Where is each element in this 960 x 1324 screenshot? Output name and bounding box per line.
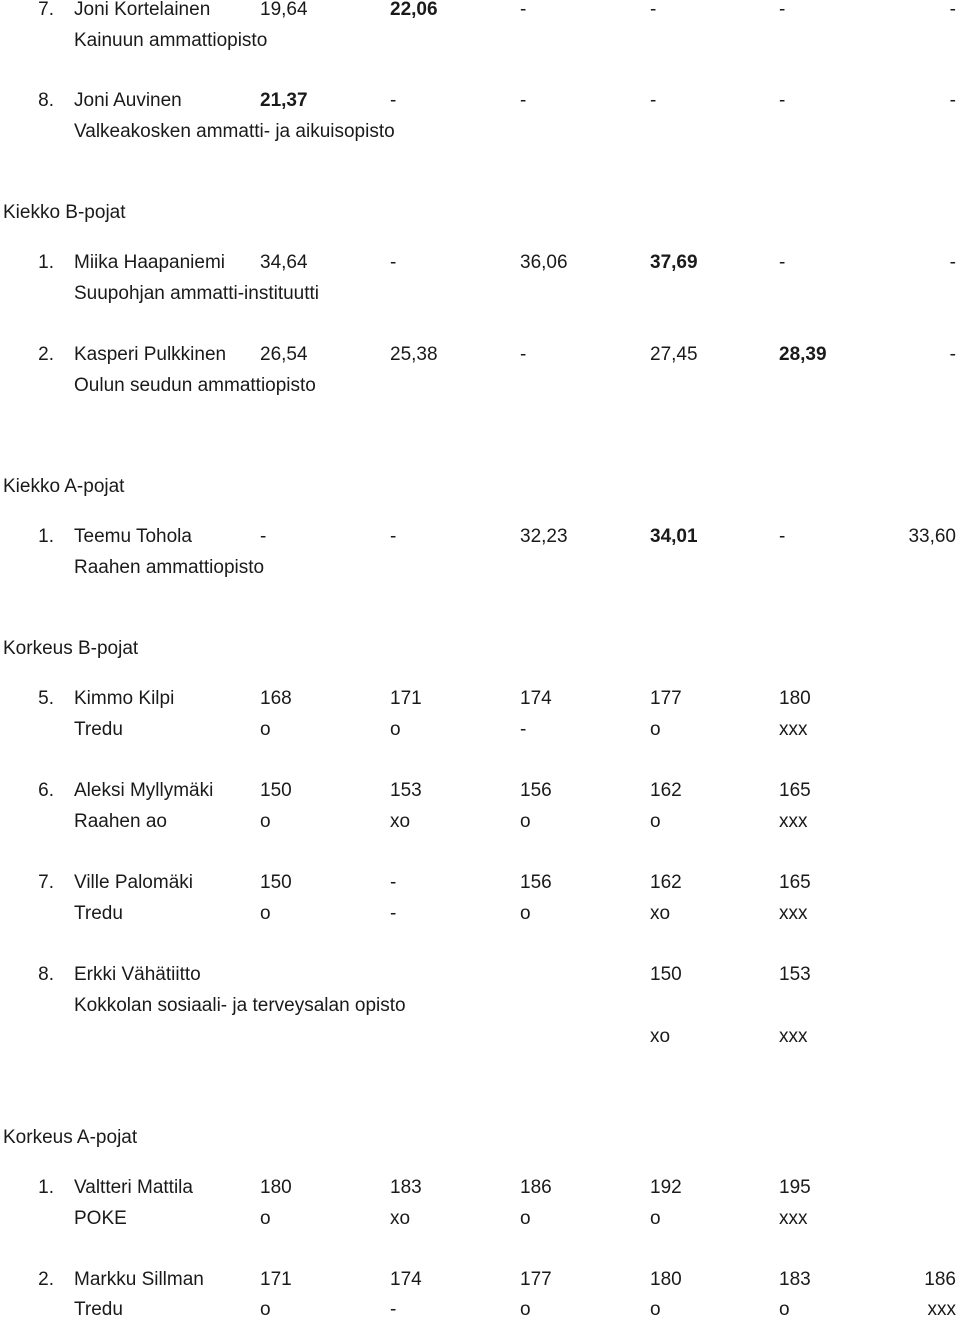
attempt-3: - bbox=[520, 90, 527, 111]
attempt-mark: o bbox=[650, 1208, 661, 1229]
height: 174 bbox=[520, 688, 552, 709]
section-heading bbox=[0, 473, 960, 501]
attempt-mark: xo bbox=[650, 1026, 671, 1047]
rank: 2. bbox=[38, 1269, 54, 1290]
section-title: Korkeus B-pojat bbox=[3, 638, 139, 659]
section-heading bbox=[0, 1124, 960, 1152]
athlete-name: Miika Haapaniemi bbox=[74, 252, 226, 273]
attempt-2: - bbox=[390, 252, 397, 273]
result-row bbox=[0, 249, 960, 277]
school-name: Raahen ammattiopisto bbox=[74, 557, 265, 578]
school-row bbox=[0, 280, 960, 308]
attempt-5-best: 28,39 bbox=[779, 344, 827, 365]
athlete-name: Valtteri Mattila bbox=[74, 1177, 193, 1198]
attempt-mark: o bbox=[260, 1299, 271, 1320]
attempt-6: 33,60 bbox=[908, 526, 956, 547]
attempt-4-best: 34,01 bbox=[650, 526, 698, 547]
attempt-6: - bbox=[949, 0, 956, 20]
height: 171 bbox=[260, 1269, 292, 1290]
attempt-mark: xxx bbox=[779, 903, 808, 924]
school-row bbox=[0, 118, 960, 146]
attempt-5: - bbox=[779, 526, 786, 547]
result-row bbox=[0, 1174, 960, 1202]
attempt-mark: o bbox=[390, 719, 401, 740]
attempt-3: - bbox=[520, 344, 527, 365]
height: 153 bbox=[390, 780, 422, 801]
attempt-mark: o bbox=[650, 719, 661, 740]
attempt-mark: xxx bbox=[779, 719, 808, 740]
attempts-row bbox=[0, 1023, 960, 1051]
height: 180 bbox=[260, 1177, 292, 1198]
attempt-4: - bbox=[650, 90, 657, 111]
height: 162 bbox=[650, 780, 682, 801]
height: 165 bbox=[779, 780, 811, 801]
height: 180 bbox=[779, 688, 811, 709]
school-row bbox=[0, 372, 960, 400]
rank: 1. bbox=[38, 1177, 54, 1198]
section-title: Korkeus A-pojat bbox=[3, 1127, 138, 1148]
attempt-3: 36,06 bbox=[520, 252, 568, 273]
rank: 7. bbox=[38, 872, 54, 893]
rank: 5. bbox=[38, 688, 54, 709]
height: 186 bbox=[520, 1177, 552, 1198]
school-name: Kainuun ammattiopisto bbox=[74, 30, 268, 51]
attempt-3: - bbox=[520, 0, 527, 20]
attempt-2-best: 22,06 bbox=[390, 0, 438, 20]
rank: 8. bbox=[38, 90, 54, 111]
school-name: Raahen ao bbox=[74, 811, 167, 832]
result-row bbox=[0, 87, 960, 115]
attempts-row bbox=[0, 1296, 960, 1324]
athlete-name: Joni Auvinen bbox=[74, 90, 182, 111]
school-name: Tredu bbox=[74, 903, 123, 924]
attempt-1: - bbox=[260, 526, 267, 547]
school-name: Kokkolan sosiaali- ja terveysalan opisto bbox=[74, 995, 406, 1016]
height: 174 bbox=[390, 1269, 422, 1290]
result-row bbox=[0, 777, 960, 805]
school-row bbox=[0, 554, 960, 582]
attempt-mark: xxx bbox=[927, 1299, 956, 1320]
attempt-5: - bbox=[779, 252, 786, 273]
athlete-name: Kimmo Kilpi bbox=[74, 688, 175, 709]
attempts-row bbox=[0, 716, 960, 744]
attempt-mark: o bbox=[650, 1299, 661, 1320]
attempt-mark: o bbox=[520, 1299, 531, 1320]
result-row bbox=[0, 961, 960, 989]
rank: 1. bbox=[38, 526, 54, 547]
rank: 1. bbox=[38, 252, 54, 273]
attempt-3: 32,23 bbox=[520, 526, 568, 547]
attempt-6: - bbox=[949, 344, 956, 365]
section-heading bbox=[0, 199, 960, 227]
height: 183 bbox=[390, 1177, 422, 1198]
attempt-4: 27,45 bbox=[650, 344, 698, 365]
attempt-mark: o bbox=[260, 1208, 271, 1229]
result-row bbox=[0, 869, 960, 897]
height: 150 bbox=[260, 780, 292, 801]
attempts-row bbox=[0, 900, 960, 928]
height: 183 bbox=[779, 1269, 811, 1290]
athlete-name: Kasperi Pulkkinen bbox=[74, 344, 227, 365]
attempt-1: 19,64 bbox=[260, 0, 308, 20]
school-name: POKE bbox=[74, 1208, 127, 1229]
result-row bbox=[0, 685, 960, 713]
attempt-4-best: 37,69 bbox=[650, 252, 698, 273]
rank: 7. bbox=[38, 0, 54, 20]
attempts-row bbox=[0, 1205, 960, 1233]
attempt-mark: o bbox=[520, 1208, 531, 1229]
height: 165 bbox=[779, 872, 811, 893]
height: - bbox=[390, 872, 397, 893]
attempt-mark: o bbox=[779, 1299, 790, 1320]
attempt-2: 25,38 bbox=[390, 344, 438, 365]
attempt-5: - bbox=[779, 90, 786, 111]
attempt-mark: xo bbox=[390, 811, 411, 832]
attempt-mark: xxx bbox=[779, 1208, 808, 1229]
height: 180 bbox=[650, 1269, 682, 1290]
section-title: Kiekko A-pojat bbox=[3, 476, 125, 497]
height: 150 bbox=[260, 872, 292, 893]
height: 150 bbox=[650, 964, 682, 985]
height: 162 bbox=[650, 872, 682, 893]
height: 177 bbox=[520, 1269, 552, 1290]
attempt-mark: o bbox=[520, 903, 531, 924]
attempt-mark: o bbox=[260, 811, 271, 832]
attempt-mark: xo bbox=[390, 1208, 411, 1229]
height: 153 bbox=[779, 964, 811, 985]
height: 156 bbox=[520, 872, 552, 893]
attempt-mark: o bbox=[260, 903, 271, 924]
attempt-2: - bbox=[390, 526, 397, 547]
height: 156 bbox=[520, 780, 552, 801]
height: 195 bbox=[779, 1177, 811, 1198]
section-heading bbox=[0, 635, 960, 663]
athlete-name: Joni Kortelainen bbox=[74, 0, 211, 20]
attempt-mark: xxx bbox=[779, 1026, 808, 1047]
attempt-4: - bbox=[650, 0, 657, 20]
attempt-mark: - bbox=[520, 719, 527, 740]
school-name: Tredu bbox=[74, 719, 123, 740]
attempt-mark: o bbox=[260, 719, 271, 740]
attempt-mark: o bbox=[650, 811, 661, 832]
height: 186 bbox=[924, 1269, 956, 1290]
height: 177 bbox=[650, 688, 682, 709]
result-row bbox=[0, 1266, 960, 1294]
attempt-1: 34,64 bbox=[260, 252, 308, 273]
athlete-name: Ville Palomäki bbox=[74, 872, 193, 893]
school-name: Suupohjan ammatti-instituutti bbox=[74, 283, 320, 304]
attempt-6: - bbox=[949, 90, 956, 111]
school-name: Oulun seudun ammattiopisto bbox=[74, 375, 316, 396]
attempt-6: - bbox=[949, 252, 956, 273]
school-name: Valkeakosken ammatti- ja aikuisopisto bbox=[74, 121, 395, 142]
school-row bbox=[0, 27, 960, 55]
attempt-mark: - bbox=[390, 1299, 397, 1320]
attempt-1-best: 21,37 bbox=[260, 90, 308, 111]
height: 168 bbox=[260, 688, 292, 709]
result-row bbox=[0, 0, 960, 24]
athlete-name: Erkki Vähätiitto bbox=[74, 964, 201, 985]
result-row bbox=[0, 523, 960, 551]
attempt-1: 26,54 bbox=[260, 344, 308, 365]
attempt-5: - bbox=[779, 0, 786, 20]
rank: 2. bbox=[38, 344, 54, 365]
result-row bbox=[0, 341, 960, 369]
athlete-name: Teemu Tohola bbox=[74, 526, 192, 547]
height: 171 bbox=[390, 688, 422, 709]
attempt-2: - bbox=[390, 90, 397, 111]
rank: 8. bbox=[38, 964, 54, 985]
attempt-mark: o bbox=[520, 811, 531, 832]
attempt-mark: xxx bbox=[779, 811, 808, 832]
school-row bbox=[0, 992, 960, 1020]
rank: 6. bbox=[38, 780, 54, 801]
school-name: Tredu bbox=[74, 1299, 123, 1320]
athlete-name: Markku Sillman bbox=[74, 1269, 204, 1290]
height: 192 bbox=[650, 1177, 682, 1198]
attempt-mark: - bbox=[390, 903, 397, 924]
attempt-mark: xo bbox=[650, 903, 671, 924]
athlete-name: Aleksi Myllymäki bbox=[74, 780, 214, 801]
attempts-row bbox=[0, 808, 960, 836]
section-title: Kiekko B-pojat bbox=[3, 202, 126, 223]
